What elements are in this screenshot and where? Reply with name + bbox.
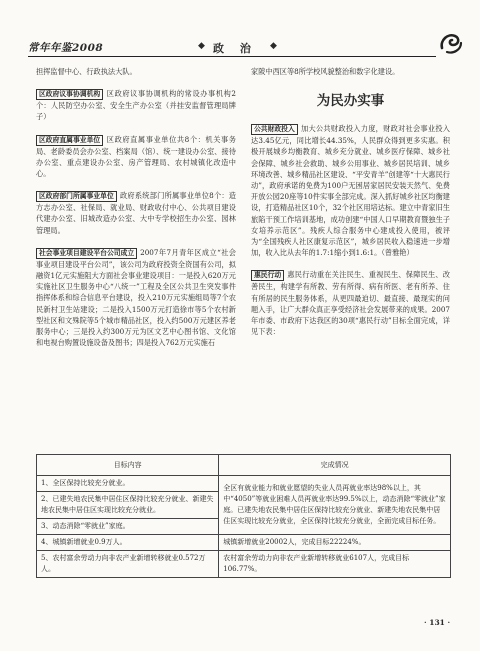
column-header: 目标内容 — [37, 455, 219, 476]
target-cell: 5、农村富余劳动力向非农产业新增转移就业0.572万人。 — [37, 551, 219, 578]
target-cell: 4、城镇新增就业0.9万人。 — [37, 535, 219, 551]
paragraph-heading: 社会事业项目建设平台公司成立 — [36, 248, 137, 259]
column-header: 完成情况 — [219, 455, 451, 476]
section-title: 政 治 — [213, 42, 257, 55]
goals-table — [36, 454, 451, 578]
paragraph-body: 加大公共财政投入力度，财政对社会事业投入达3.45亿元，同比增长44.35%，人民群众得到更多实惠。积极开展城乡均衡教育、城乡充分就业、城乡医疗保障、城乡社会保障、城乡社会救助、城乡公用事业、城乡居民培训、城乡环境改善、城乡精品社区建设、“平安青羊”创建等“十大惠民行动”，政府承诺的免费为100户无困居家居民安装天然气、免费开放公园20座等10件实事全部完成。深入抓好城乡社区均衡建设，打造精品社区10个，32个社区用培达标。建立中青家旧生旅陷干预工作培训基地，成功创建“中国人口早期教育暨独生子女培养示范区”。残疾人综合服务中心建成投入使用，被评为“全国残疾人社区康复示范区”，城乡居民收入稳速进一步增加，收入比从去年的1.7:1缩小到1.6:1。（曾雅艳） — [251, 124, 450, 258]
paragraph-body: 政府系统部门所属事业单位8个：造方志办公室、社保局、就业局、财政收付中心、公共项目建设代建办公室、旧城改造办公室、大中专学校招生办公室、园林管理局。 — [36, 191, 236, 235]
running-header — [28, 40, 436, 57]
paragraph-body: 区政府议事协调机构的常设办事机构2个：人民防空办公室、安全生产办公室（并挂安监督管理局牌子） — [36, 89, 236, 122]
continuation-text: 家陂中西区等8所学校风貌整治和数字化建设。 — [251, 67, 400, 76]
ornament-icon — [438, 30, 464, 56]
paragraph-heading: 区政府部门所属事业单位 — [36, 191, 117, 202]
table-row — [37, 551, 451, 578]
paragraph — [251, 269, 450, 337]
paragraph-heading: 惠民行动 — [251, 270, 284, 281]
diamond-icon: ◆ — [198, 41, 205, 51]
paragraph — [36, 247, 236, 349]
paragraph — [36, 190, 236, 236]
table-row — [37, 535, 451, 551]
yearbook-title: 常年年鉴2008 — [28, 42, 104, 54]
completion-cell: 农村富余劳动力向非农产业新增转移就业6107人，完成目标106.77%。 — [219, 551, 451, 578]
paragraph-body: 惠民行动重在关注民生、重视民生、保障民生、改善民生，构建学有所教、劳有所得、病有所医、老有所养、住有所居的民生服务体系，从更四最迫切、最直接、最现实的问题入手，让广大群众真正享受经济社会发展带来的成果。2007年市委、市政府下达我区的30项“惠民行动”目标全面完成，详见下表： — [251, 270, 450, 337]
right-column — [251, 66, 450, 337]
paragraph-heading: 公共财政投入 — [251, 124, 298, 135]
paragraph-heading: 区政府议事协调机构 — [36, 89, 103, 100]
page-number: · 131 · — [424, 618, 451, 627]
section-heading: 为民办实事 — [316, 93, 385, 110]
completion-cell: 城镇新增就业20002人，完成目标22224%。 — [219, 535, 451, 551]
target-cell: 2、已建失地农民集中居住区保持比较充分就业、新建失地农民集中居住区实现比较充分就业。 — [37, 492, 219, 519]
target-cell: 1、全区保持比较充分就业。 — [37, 476, 219, 492]
table-header-row — [37, 455, 451, 476]
intro-text: 担挥监督中心、行政执法大队。 — [36, 67, 137, 76]
paragraph-heading: 区政府直属事业单位 — [36, 135, 103, 146]
paragraph — [251, 123, 450, 258]
paragraph-body: 区政府直属事业单位共8个：机关事务局、老龄委员会办公室、档案局（馆）、统一建设办公室、接待办公室、重点建设办公室、房产管理局、农村城镇化改造中心。 — [36, 134, 236, 179]
table-row — [37, 476, 451, 492]
left-column — [36, 66, 236, 348]
diamond-icon: ◆ — [270, 41, 277, 51]
paragraph-body: 2007年7月青年区成立“社会事业项目建设平台公司”，该公司为政府投资全资国有公司，拟融资1亿元实施阻大方面社会事业建设项目：一是投入620万元实施社区卫生服务中心“八统一”工程及全区公共卫生突发事件指挥体系和综合信息平台建设，投入210万元实施组局等7个农民新村卫生站建设；二是投入1500万元打造徐市等5个农村新型社区和文殊院等5个城市精品社区，投入约500万元建区养老服务中心；三是投入约300万元为区文艺中心图书馆、文化馆和电视台购置设施设备及图书；四是投入762万元实施石 — [36, 247, 236, 348]
target-cell: 3、动态消除“零就业”家庭。 — [37, 519, 219, 535]
completion-cell: 全区有就业能力和就业愿望的失业人员再就业率达98%以上，其中“4050”等就业困难人员再就业率达99.5%以上，动态消除“零就业”家庭。已建失地农民集中居住区保持比较充分就业、新建失地农民集中居住区实现比较充分就业，全区保持比较充分就业，全面完成目标任务。 — [219, 476, 451, 535]
paragraph — [36, 88, 236, 122]
paragraph — [36, 134, 236, 180]
